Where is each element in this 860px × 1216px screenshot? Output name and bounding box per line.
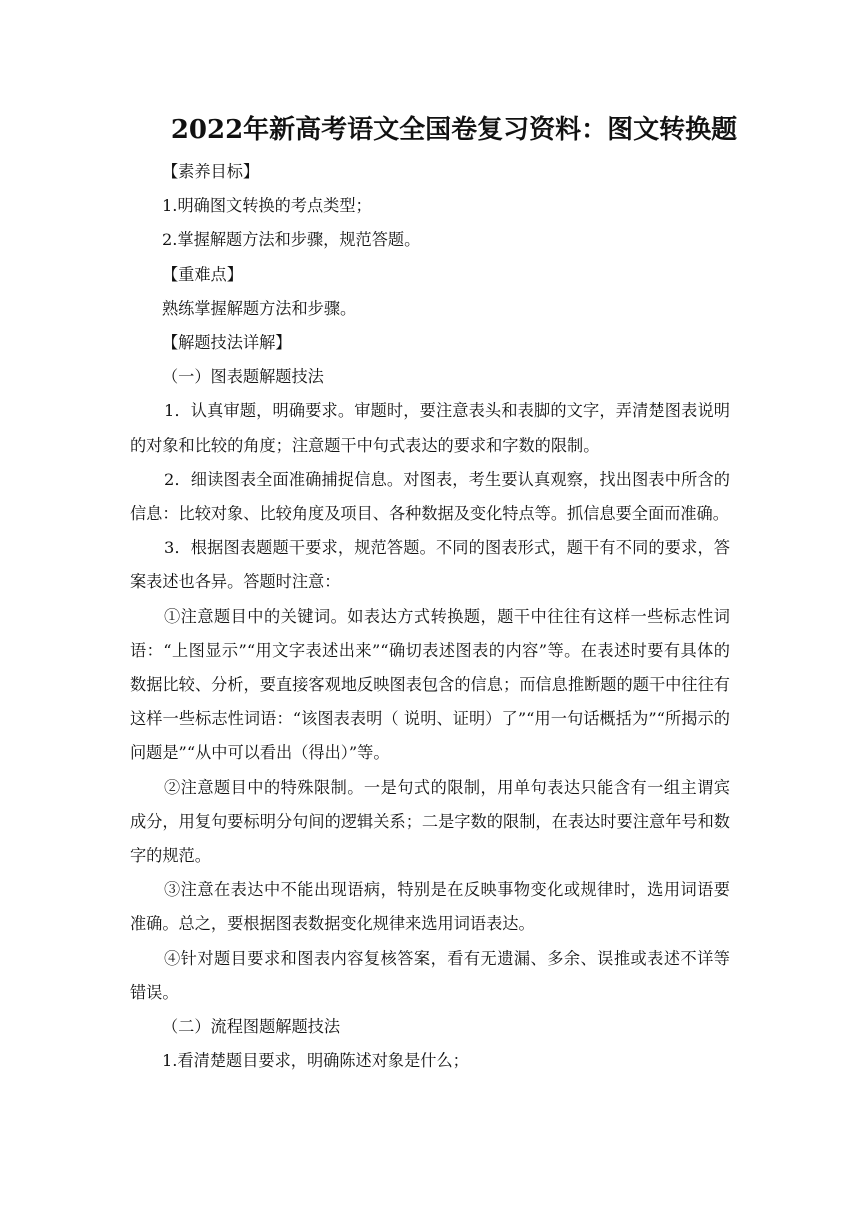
paragraph-step-3: 3．根据图表题题干要求，规范答题。不同的图表形式，题干有不同的要求，答案表述也各异。答题时注意：: [130, 538, 730, 592]
document-title: 2022年新高考语文全国卷复习资料：图文转换题: [170, 115, 738, 145]
key-points-text: 熟练掌握解题方法和步骤。: [162, 298, 357, 318]
paragraph-step-2: 2．细读图表全面准确捕捉信息。对图表，考生要认真观察，找出图表中所含的信息：比较对象、比较角度及项目、各种数据及变化特点等。抓信息要全面而准确。: [130, 469, 730, 524]
paragraph-note-2: ②注意题目中的特殊限制。一是句式的限制，用单句表达只能含有一组主谓宾成分，用复句要标明分句间的逻辑关系；二是字数的限制，在表达时要注意年号和数字的规范。: [130, 777, 730, 866]
flowchart-step-1: 1.看清楚题目要求，明确陈述对象是什么；: [162, 1051, 469, 1071]
subsection-heading-chart: （一）图表题解题技法: [162, 367, 324, 387]
goal-item-2: 2.掌握解题方法和步骤，规范答题。: [162, 230, 421, 250]
document-body: [130, 155, 730, 1078]
paragraph-note-1: ①注意题目中的关键词。如表达方式转换题，题干中往往有这样一些标志性词语：“上图显示”“用文字表述出来”“确切表述图表的内容”等。在表述时要有具体的数据比较、分析，要直接客观地反映图表包含的信息；而信息推断题的题干中往往有这样一些标志性词语：“该图表表明（ 说明、证明）了”“用一句话概括为”“所揭示的问题是”“从中可以看出（得出）”等。: [130, 606, 730, 763]
section-heading-goals: 【素养目标】: [162, 162, 260, 181]
paragraph-note-3: ③注意在表达中不能出现语病，特别是在反映事物变化或规律时，选用词语要准确。总之，要根据图表数据变化规律来选用词语表达。: [130, 880, 730, 934]
paragraph-note-4: ④针对题目要求和图表内容复核答案，看有无遗漏、多余、误推或表述不详等错误。: [130, 948, 730, 1002]
goal-item-1: 1.明确图文转换的考点类型；: [162, 196, 372, 216]
subsection-heading-flowchart: （二）流程图题解题技法: [162, 1017, 341, 1037]
section-heading-techniques: 【解题技法详解】: [162, 333, 292, 353]
paragraph-step-1: 1．认真审题，明确要求。审题时，要注意表头和表脚的文字，弄清楚图表说明的对象和比较的角度；注意题干中句式表达的要求和字数的限制。: [130, 401, 730, 455]
section-heading-key-points: 【重难点】: [162, 264, 243, 284]
